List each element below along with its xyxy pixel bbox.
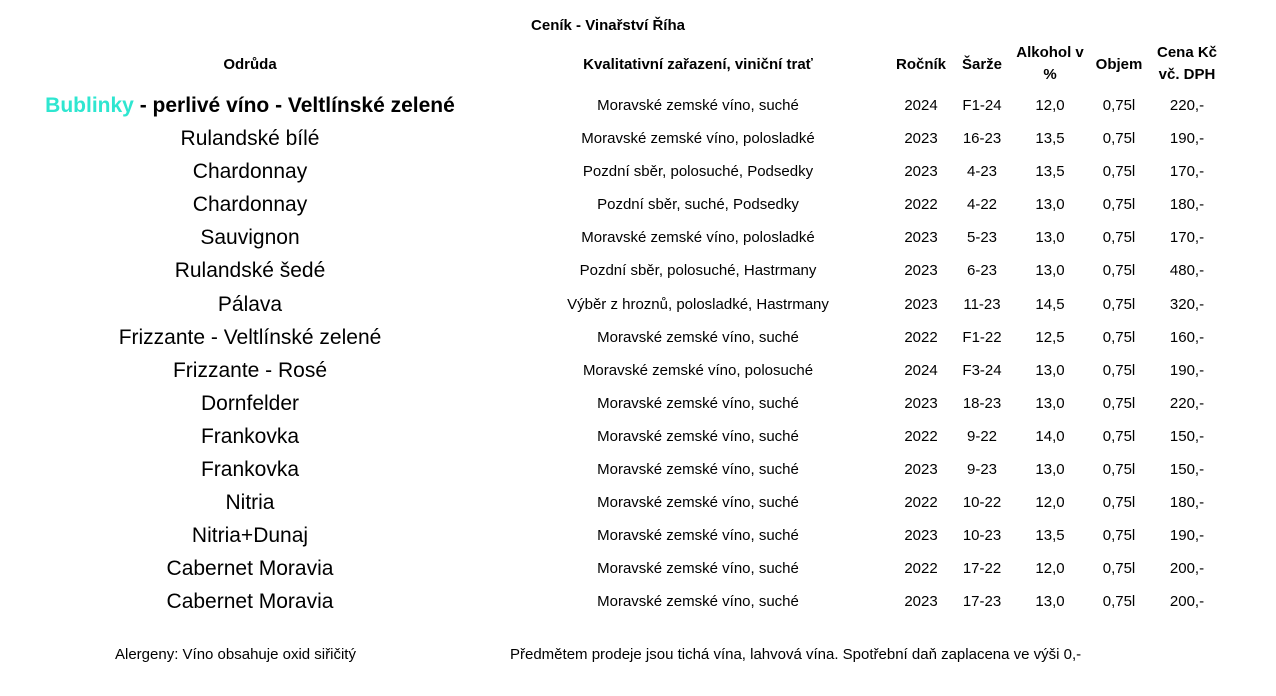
- allergens-note: Alergeny: Víno obsahuje oxid siřičitý: [115, 646, 356, 663]
- table-row: [0, 89, 1276, 122]
- wine-alcohol: 14,0: [1035, 427, 1065, 445]
- wine-vintage: 2022: [904, 427, 938, 445]
- column-header-odruda: Odrůda: [223, 56, 277, 73]
- wine-name: Chardonnay: [192, 193, 308, 217]
- wine-alcohol: 13,5: [1035, 130, 1065, 148]
- wine-quality: Pozdní sběr, polosuché, Podsedky: [582, 163, 814, 181]
- column-header-cena-line2: vč. DPH: [1158, 66, 1216, 83]
- wine-name: Rulandské bílé: [180, 127, 320, 151]
- wine-alcohol: 13,0: [1035, 394, 1065, 412]
- wine-quality: Pozdní sběr, polosuché, Hastrmany: [579, 262, 817, 280]
- wine-vintage: 2023: [904, 130, 938, 148]
- wine-volume: 0,75l: [1102, 262, 1136, 280]
- wine-vintage: 2022: [904, 196, 938, 214]
- wine-quality: Moravské zemské víno, suché: [597, 328, 799, 346]
- wine-price: 170,-: [1169, 163, 1205, 181]
- wine-quality: Moravské zemské víno, suché: [597, 427, 799, 445]
- wine-batch: 16-23: [962, 130, 1002, 148]
- wine-vintage: 2023: [904, 295, 938, 313]
- table-row: [0, 221, 1276, 254]
- table-row: [0, 354, 1276, 387]
- wine-price: 150,-: [1169, 461, 1205, 479]
- wine-quality: Výběr z hroznů, polosladké, Hastrmany: [567, 295, 829, 313]
- table-row: [0, 155, 1276, 188]
- wine-volume: 0,75l: [1102, 295, 1136, 313]
- table-row: [0, 321, 1276, 354]
- table-row: [0, 585, 1276, 618]
- wine-price: 150,-: [1169, 427, 1205, 445]
- wine-price: 190,-: [1169, 130, 1205, 148]
- column-header-cena-line1: Cena Kč: [1156, 44, 1218, 61]
- wine-alcohol: 13,0: [1035, 593, 1065, 611]
- wine-volume: 0,75l: [1102, 427, 1136, 445]
- table-row: [0, 288, 1276, 321]
- page-title: Ceník - Vinařství Říha: [531, 17, 685, 34]
- wine-quality: Moravské zemské víno, suché: [597, 593, 799, 611]
- wine-quality: Moravské zemské víno, suché: [597, 97, 799, 114]
- wine-quality: Moravské zemské víno, suché: [597, 394, 799, 412]
- wine-vintage: 2023: [904, 262, 938, 280]
- wine-price: 220,-: [1169, 97, 1205, 114]
- wine-price: 160,-: [1169, 328, 1205, 346]
- table-row: [0, 552, 1276, 585]
- wine-alcohol: 13,0: [1035, 196, 1065, 214]
- wine-vintage: 2022: [904, 328, 938, 346]
- wine-volume: 0,75l: [1102, 361, 1136, 379]
- wine-alcohol: 13,0: [1035, 461, 1065, 479]
- wine-alcohol: 13,0: [1035, 229, 1065, 247]
- wine-name: Pálava: [217, 292, 283, 316]
- table-row: [0, 254, 1276, 287]
- wine-price: 200,-: [1169, 560, 1205, 578]
- wine-alcohol: 12,0: [1035, 97, 1065, 114]
- wine-volume: 0,75l: [1102, 560, 1136, 578]
- table-row: [0, 188, 1276, 221]
- wine-batch: 9-22: [966, 427, 998, 445]
- wine-quality: Moravské zemské víno, polosladké: [581, 229, 815, 247]
- wine-batch: 6-23: [966, 262, 998, 280]
- table-row: [0, 122, 1276, 155]
- column-header-alkohol-line1: Alkohol v: [1016, 44, 1084, 61]
- wine-batch: 4-23: [966, 163, 998, 181]
- wine-name: Cabernet Moravia: [166, 590, 334, 614]
- wine-name: Chardonnay: [192, 160, 308, 184]
- wine-volume: 0,75l: [1102, 229, 1136, 247]
- wine-alcohol: 14,5: [1035, 295, 1065, 313]
- table-row: [0, 420, 1276, 453]
- wine-volume: 0,75l: [1102, 461, 1136, 479]
- wine-volume: 0,75l: [1102, 163, 1136, 181]
- wine-quality: Moravské zemské víno, polosladké: [581, 130, 815, 148]
- wine-name-accent: Bublinky: [45, 94, 134, 117]
- wine-price: 320,-: [1169, 295, 1205, 313]
- wine-vintage: 2024: [904, 97, 938, 114]
- price-table: [0, 89, 1276, 619]
- wine-volume: 0,75l: [1102, 494, 1136, 512]
- wine-name: Frankovka: [200, 458, 300, 482]
- wine-alcohol: 12,0: [1035, 494, 1065, 512]
- table-row: [0, 519, 1276, 552]
- wine-price: 190,-: [1169, 527, 1205, 545]
- wine-vintage: 2023: [904, 593, 938, 611]
- wine-batch: 17-23: [962, 593, 1002, 611]
- wine-batch: F1-24: [962, 97, 1002, 114]
- wine-volume: 0,75l: [1102, 97, 1136, 114]
- table-row: [0, 453, 1276, 486]
- wine-batch: 10-22: [962, 494, 1002, 512]
- wine-vintage: 2022: [904, 494, 938, 512]
- wine-alcohol: 13,0: [1035, 262, 1065, 280]
- wine-alcohol: 12,5: [1035, 328, 1065, 346]
- wine-quality: Moravské zemské víno, suché: [597, 461, 799, 479]
- wine-alcohol: 12,0: [1035, 560, 1065, 578]
- wine-batch: 4-22: [966, 196, 998, 214]
- wine-volume: 0,75l: [1102, 527, 1136, 545]
- column-header-rocnik: Ročník: [895, 56, 946, 73]
- wine-quality: Moravské zemské víno, suché: [597, 527, 799, 545]
- wine-name-rest: - perlivé víno - Veltlínské zelené: [133, 94, 455, 117]
- wine-vintage: 2023: [904, 394, 938, 412]
- wine-batch: F1-22: [962, 328, 1002, 346]
- wine-price: 200,-: [1169, 593, 1205, 611]
- wine-price: 190,-: [1169, 361, 1205, 379]
- column-header-objem: Objem: [1095, 56, 1143, 73]
- wine-volume: 0,75l: [1102, 593, 1136, 611]
- wine-name: Frizzante - Veltlínské zelené: [118, 325, 382, 349]
- wine-name: [20, 89, 480, 122]
- wine-price: 480,-: [1169, 262, 1205, 280]
- wine-name: Sauvignon: [200, 226, 300, 250]
- wine-price: 170,-: [1169, 229, 1205, 247]
- wine-batch: 10-23: [962, 527, 1002, 545]
- wine-vintage: 2022: [904, 560, 938, 578]
- wine-name: Rulandské šedé: [174, 259, 326, 283]
- wine-batch: 18-23: [962, 394, 1002, 412]
- wine-vintage: 2023: [904, 527, 938, 545]
- wine-alcohol: 13,5: [1035, 527, 1065, 545]
- wine-volume: 0,75l: [1102, 328, 1136, 346]
- wine-price: 220,-: [1169, 394, 1205, 412]
- wine-alcohol: 13,5: [1035, 163, 1065, 181]
- wine-volume: 0,75l: [1102, 196, 1136, 214]
- column-header-alkohol-line2: %: [1043, 66, 1057, 83]
- table-row: [0, 387, 1276, 420]
- wine-name: Dornfelder: [200, 391, 300, 415]
- wine-name: Nitria+Dunaj: [191, 524, 309, 548]
- wine-vintage: 2023: [904, 163, 938, 181]
- wine-quality: Moravské zemské víno, suché: [597, 494, 799, 512]
- column-header-alkohol: [1010, 42, 1090, 86]
- wine-quality: Pozdní sběr, suché, Podsedky: [597, 196, 799, 214]
- wine-price: 180,-: [1169, 494, 1205, 512]
- wine-name: Frankovka: [200, 424, 300, 448]
- wine-quality: Moravské zemské víno, suché: [597, 560, 799, 578]
- wine-batch: 9-23: [966, 461, 998, 479]
- wine-volume: 0,75l: [1102, 130, 1136, 148]
- wine-vintage: 2023: [904, 461, 938, 479]
- wine-volume: 0,75l: [1102, 394, 1136, 412]
- wine-name: Frizzante - Rosé: [172, 358, 328, 382]
- wine-name: Cabernet Moravia: [166, 557, 334, 581]
- wine-batch: 11-23: [963, 295, 1001, 313]
- wine-batch: F3-24: [962, 361, 1002, 379]
- wine-vintage: 2024: [904, 361, 938, 379]
- wine-alcohol: 13,0: [1035, 361, 1065, 379]
- column-header-kvalita: Kvalitativní zařazení, viniční trať: [583, 56, 813, 73]
- wine-name: Nitria: [225, 491, 275, 515]
- wine-batch: 5-23: [966, 229, 998, 247]
- wine-price: 180,-: [1169, 196, 1205, 214]
- wine-batch: 17-22: [962, 560, 1002, 578]
- column-header-sarze: Šarže: [961, 56, 1003, 73]
- column-header-cena: [1148, 42, 1226, 86]
- wine-vintage: 2023: [904, 229, 938, 247]
- table-row: [0, 486, 1276, 519]
- sale-note: Předmětem prodeje jsou tichá vína, lahvová vína. Spotřební daň zaplacena ve výši 0,-: [510, 646, 1082, 663]
- wine-quality: Moravské zemské víno, polosuché: [582, 361, 814, 379]
